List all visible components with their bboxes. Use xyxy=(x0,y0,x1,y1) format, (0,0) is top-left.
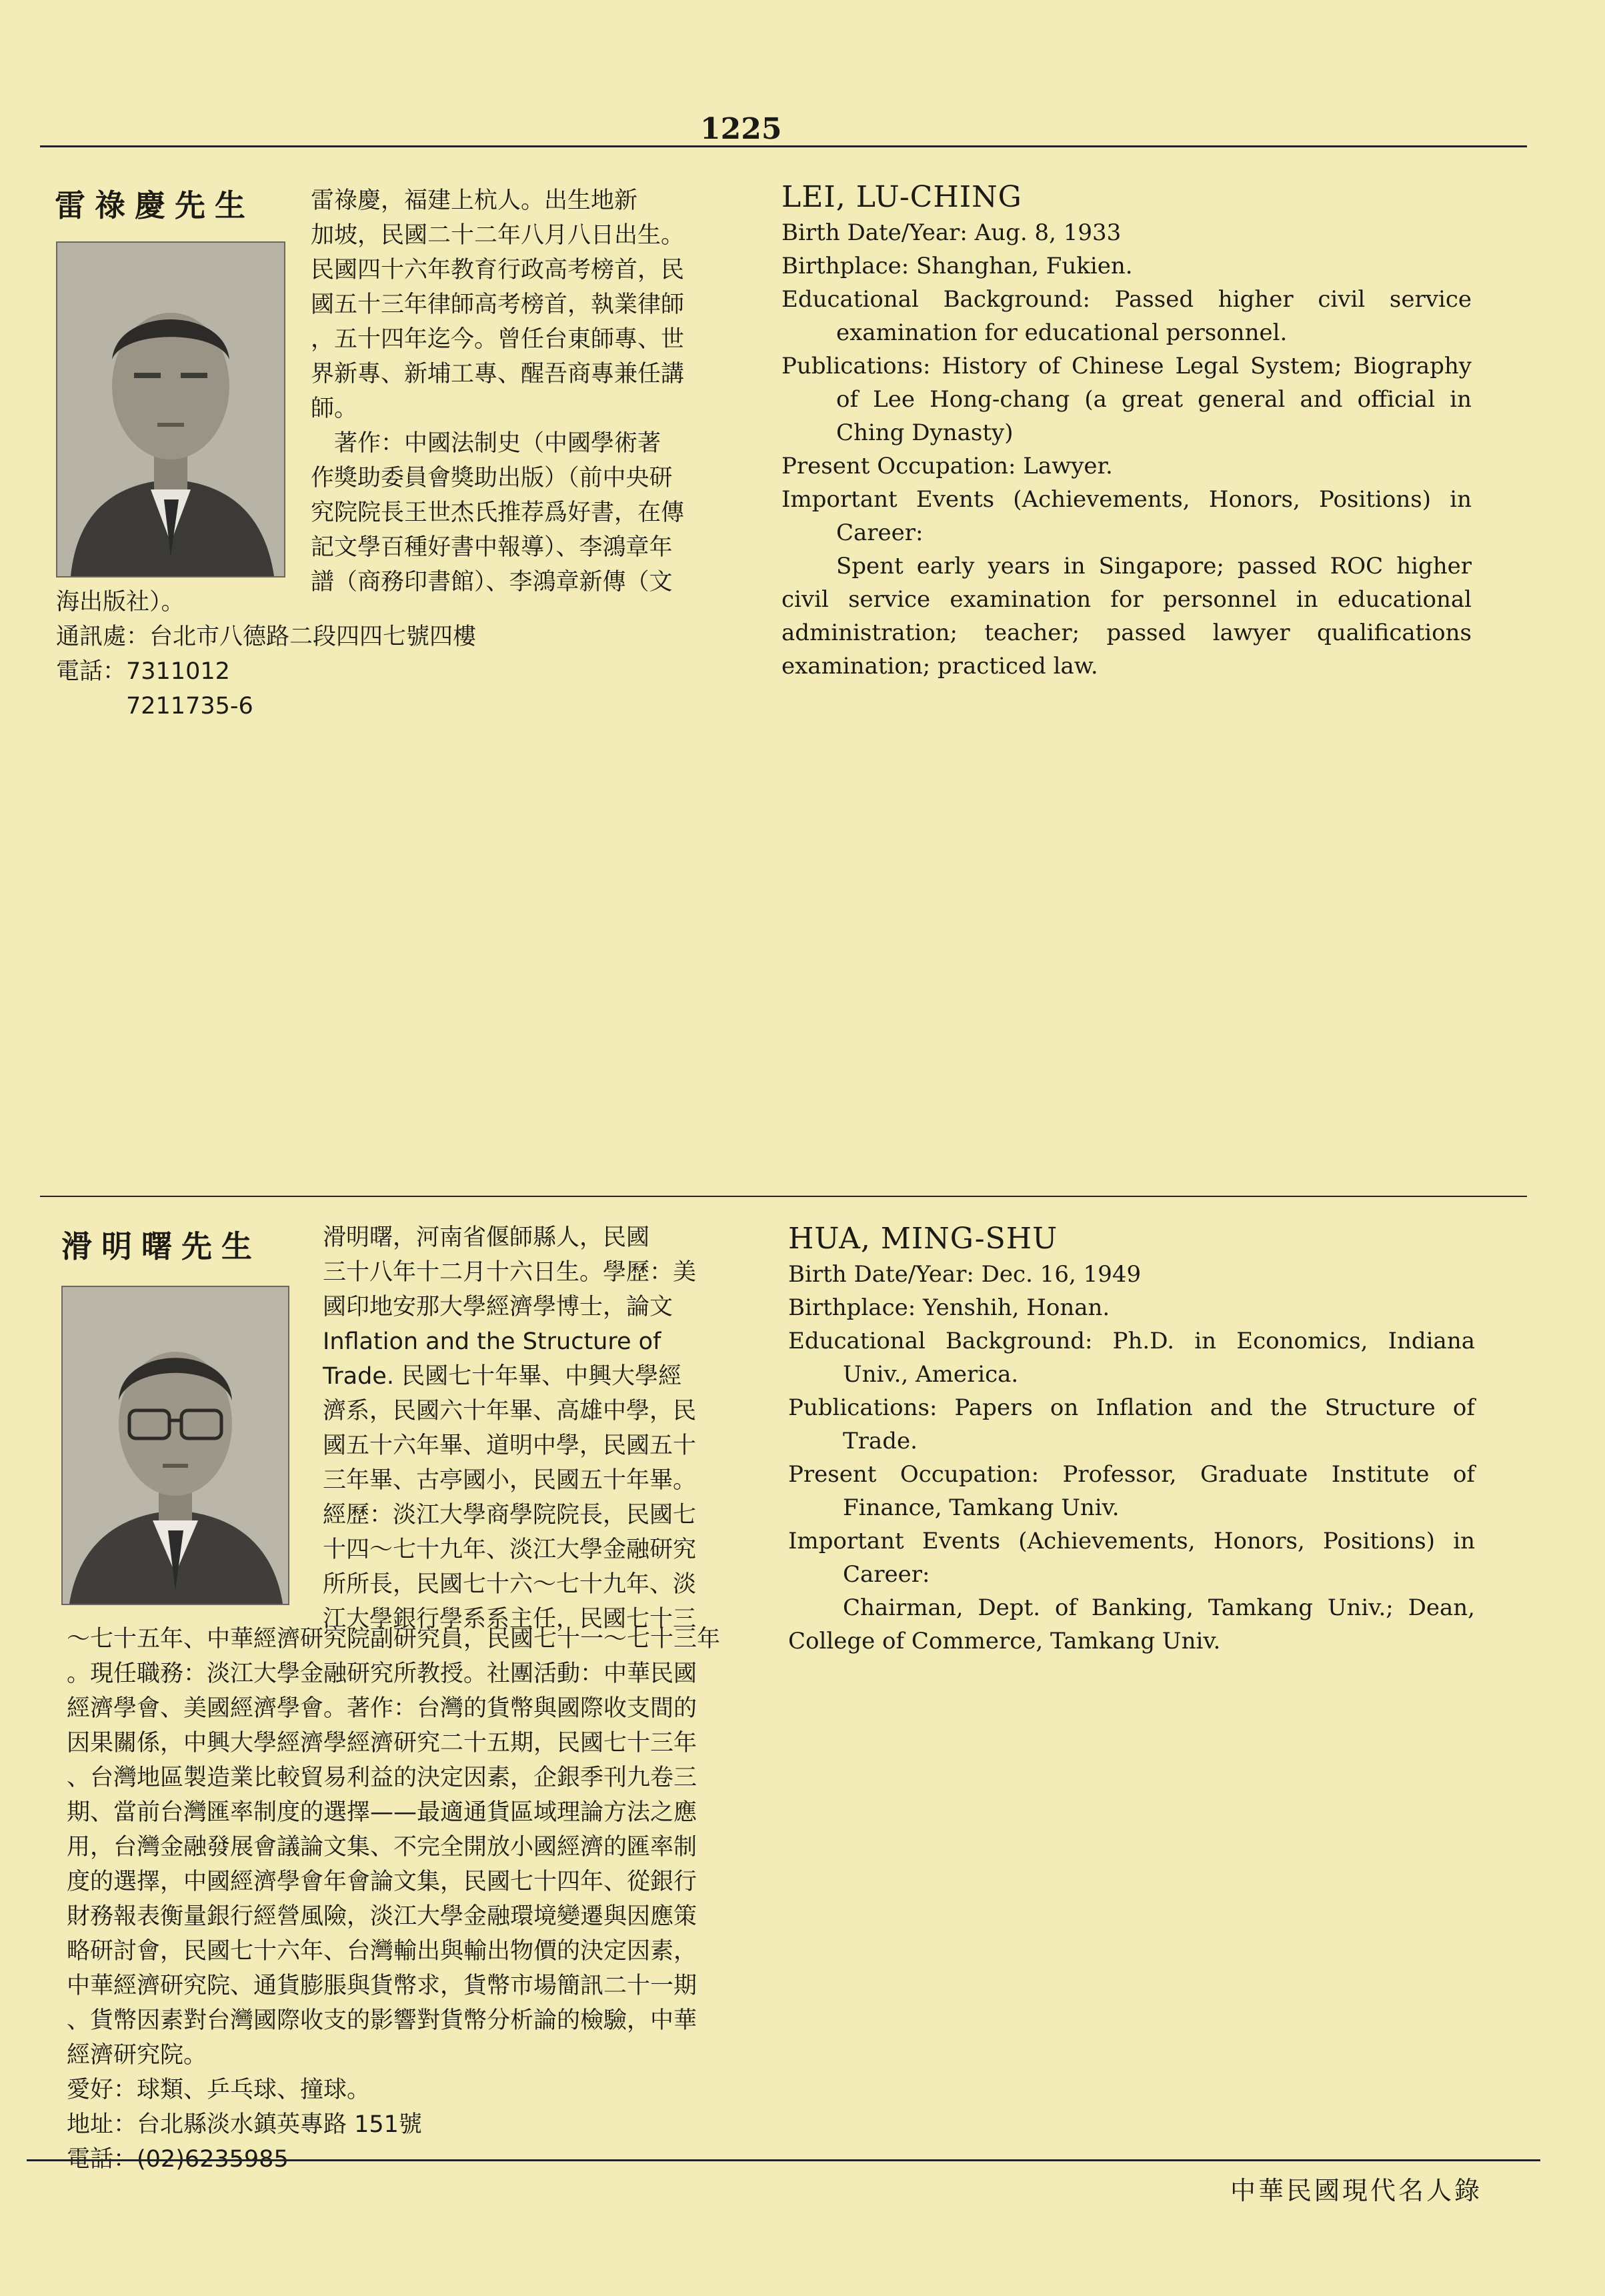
book-title-footer: 中華民國現代名人錄 xyxy=(1230,2176,1483,2205)
bio-line: ，五十四年迄今。曾任台東師專、世 xyxy=(311,326,685,353)
phone: 7211735-6 xyxy=(56,693,253,720)
bio-line: 作獎助委員會獎助出版）（前中央研 xyxy=(311,465,673,491)
field-important-events: Important Events (Achievements, Honors, Positions) in Career: xyxy=(781,486,1472,546)
bio-line: 江大學銀行學系系主任，民國七十三 xyxy=(323,1606,697,1632)
bio-line: 十四～七十九年、淡江大學金融研究 xyxy=(323,1536,697,1563)
field-birthplace: Birthplace: Yenshih, Honan. xyxy=(788,1294,1110,1321)
address: 地址：台北縣淡水鎮英專路 151號 xyxy=(67,2111,422,2138)
bio-line: 、貨幣因素對台灣國際收支的影響對貨幣分析論的檢驗，中華 xyxy=(67,2007,697,2034)
bio-line: 三年畢、古亭國小，民國五十年畢。 xyxy=(323,1467,697,1494)
field-education: Educational Background: Passed higher civil service examination for educational personnel. xyxy=(781,286,1472,346)
bio-line: 經濟研究院。 xyxy=(67,2042,207,2069)
english-biography xyxy=(788,1258,1475,1658)
chinese-contact xyxy=(56,585,476,724)
entry-name-chinese: 滑明曙先生 xyxy=(61,1228,261,1264)
career-paragraph: Spent early years in Singapore; passed ROC higher civil service examination for personnel in educational administration; teacher; passed lawyer qualifications examination; practiced law. xyxy=(781,553,1472,680)
field-education: Educational Background: Ph.D. in Economics, Indiana Univ., America. xyxy=(788,1328,1475,1388)
field-occupation: Present Occupation: Lawyer. xyxy=(781,453,1113,479)
field-publications: Publications: Papers on Inflation and the Structure of Trade. xyxy=(788,1394,1475,1454)
field-publications: Publications: History of Chinese Legal System; Biography of Lee Hong-chang (a great general and official in Ching Dynasty) xyxy=(781,353,1472,446)
bio-line: 滑明曙，河南省偃師縣人，民國 xyxy=(323,1224,650,1251)
bio-line: 濟系，民國六十年畢、高雄中學，民 xyxy=(323,1398,697,1424)
phone: 電話：(02)6235985 xyxy=(67,2146,289,2173)
bio-line: 期、當前台灣匯率制度的選擇——最適通貨區域理論方法之應 xyxy=(67,1799,697,1826)
bio-line: 雷祿慶，福建上杭人。出生地新 xyxy=(311,187,638,214)
bio-line: 、台灣地區製造業比較貿易利益的決定因素，企銀季刊九卷三 xyxy=(67,1765,697,1791)
bio-line: 民國四十六年教育行政高考榜首，民 xyxy=(311,257,685,283)
bio-line: 度的選擇，中國經濟學會年會論文集，民國七十四年、從銀行 xyxy=(67,1869,697,1895)
portrait-photo xyxy=(56,241,285,578)
header-rule xyxy=(40,145,1527,147)
bio-line: 國五十六年畢、道明中學，民國五十 xyxy=(323,1432,697,1459)
portrait-photo xyxy=(61,1286,289,1605)
bio-line: 所所長，民國七十六～七十九年、淡 xyxy=(323,1571,697,1598)
bio-line: 經歷：淡江大學商學院院長，民國七 xyxy=(323,1502,697,1528)
bio-line: Inflation and the Structure of xyxy=(323,1328,661,1355)
bio-line: 著作：中國法制史（中國學術著 xyxy=(311,430,661,457)
bio-line: Trade. 民國七十年畢、中興大學經 xyxy=(323,1363,682,1390)
bio-line: 師。 xyxy=(311,395,358,422)
chinese-biography xyxy=(311,183,684,600)
bio-line: 中華經濟研究院、通貨膨脹與貨幣求，貨幣市場簡訊二十一期 xyxy=(67,1973,697,1999)
bio-line: 記文學百種好書中報導）、李鴻章年 xyxy=(311,534,673,561)
bio-line: 經濟學會、美國經濟學會。著作：台灣的貨幣與國際收支間的 xyxy=(67,1695,697,1722)
footer-rule xyxy=(27,2159,1540,2161)
field-birth-date: Birth Date/Year: Dec. 16, 1949 xyxy=(788,1261,1142,1288)
entry-name-english: HUA, MING-SHU xyxy=(788,1222,1058,1256)
bio-line: 三十八年十二月十六日生。學歷：美 xyxy=(323,1259,697,1286)
bio-line: ～七十五年、中華經濟研究院副研究員，民國七十一～七十三年 xyxy=(67,1626,721,1652)
bio-line: 國印地安那大學經濟學博士，論文 xyxy=(323,1294,673,1320)
bio-line: 國五十三年律師高考榜首，執業律師 xyxy=(311,291,685,318)
hobbies: 愛好：球類、乒乓球、撞球。 xyxy=(67,2077,371,2103)
chinese-biography-continued xyxy=(67,1622,720,2177)
bio-line: 略研討會，民國七十六年、台灣輸出與輸出物價的決定因素， xyxy=(67,1938,697,1965)
bio-line: 因果關係，中興大學經濟學經濟研究二十五期，民國七十三年 xyxy=(67,1730,697,1757)
bio-line: 財務報表衡量銀行經營風險，淡江大學金融環境變遷與因應策 xyxy=(67,1903,697,1930)
entry-divider xyxy=(40,1196,1527,1197)
chinese-biography xyxy=(323,1220,696,1636)
phone: 電話：7311012 xyxy=(56,658,230,685)
field-birthplace: Birthplace: Shanghan, Fukien. xyxy=(781,253,1133,279)
field-occupation: Present Occupation: Professor, Graduate Institute of Finance, Tamkang Univ. xyxy=(788,1461,1475,1521)
bio-line: 海出版社）。 xyxy=(56,589,185,616)
bio-line: 譜（商務印書館）、李鴻章新傳（文 xyxy=(311,569,673,596)
entry-name-chinese: 雷祿慶先生 xyxy=(55,187,255,223)
bio-line: 用，台灣金融發展會議論文集、不完全開放小國經濟的匯率制 xyxy=(67,1834,697,1861)
address: 通訊處：台北市八德路二段四四七號四樓 xyxy=(56,624,477,650)
career-paragraph: Chairman, Dept. of Banking, Tamkang Univ.; Dean, College of Commerce, Tamkang Univ. xyxy=(788,1594,1475,1654)
bio-line: 。現任職務：淡江大學金融研究所教授。社團活動：中華民國 xyxy=(67,1660,697,1687)
bio-line: 加坡，民國二十二年八月八日出生。 xyxy=(311,222,685,249)
page-number: 1225 xyxy=(700,112,782,146)
entry-name-english: LEI, LU-CHING xyxy=(781,180,1022,214)
field-important-events: Important Events (Achievements, Honors, Positions) in Career: xyxy=(788,1528,1475,1588)
english-biography xyxy=(781,216,1472,683)
bio-line: 究院院長王世杰氏推荐爲好書，在傳 xyxy=(311,499,685,526)
field-birth-date: Birth Date/Year: Aug. 8, 1933 xyxy=(781,219,1122,246)
bio-line: 界新專、新埔工專、醒吾商專兼任講 xyxy=(311,361,685,387)
